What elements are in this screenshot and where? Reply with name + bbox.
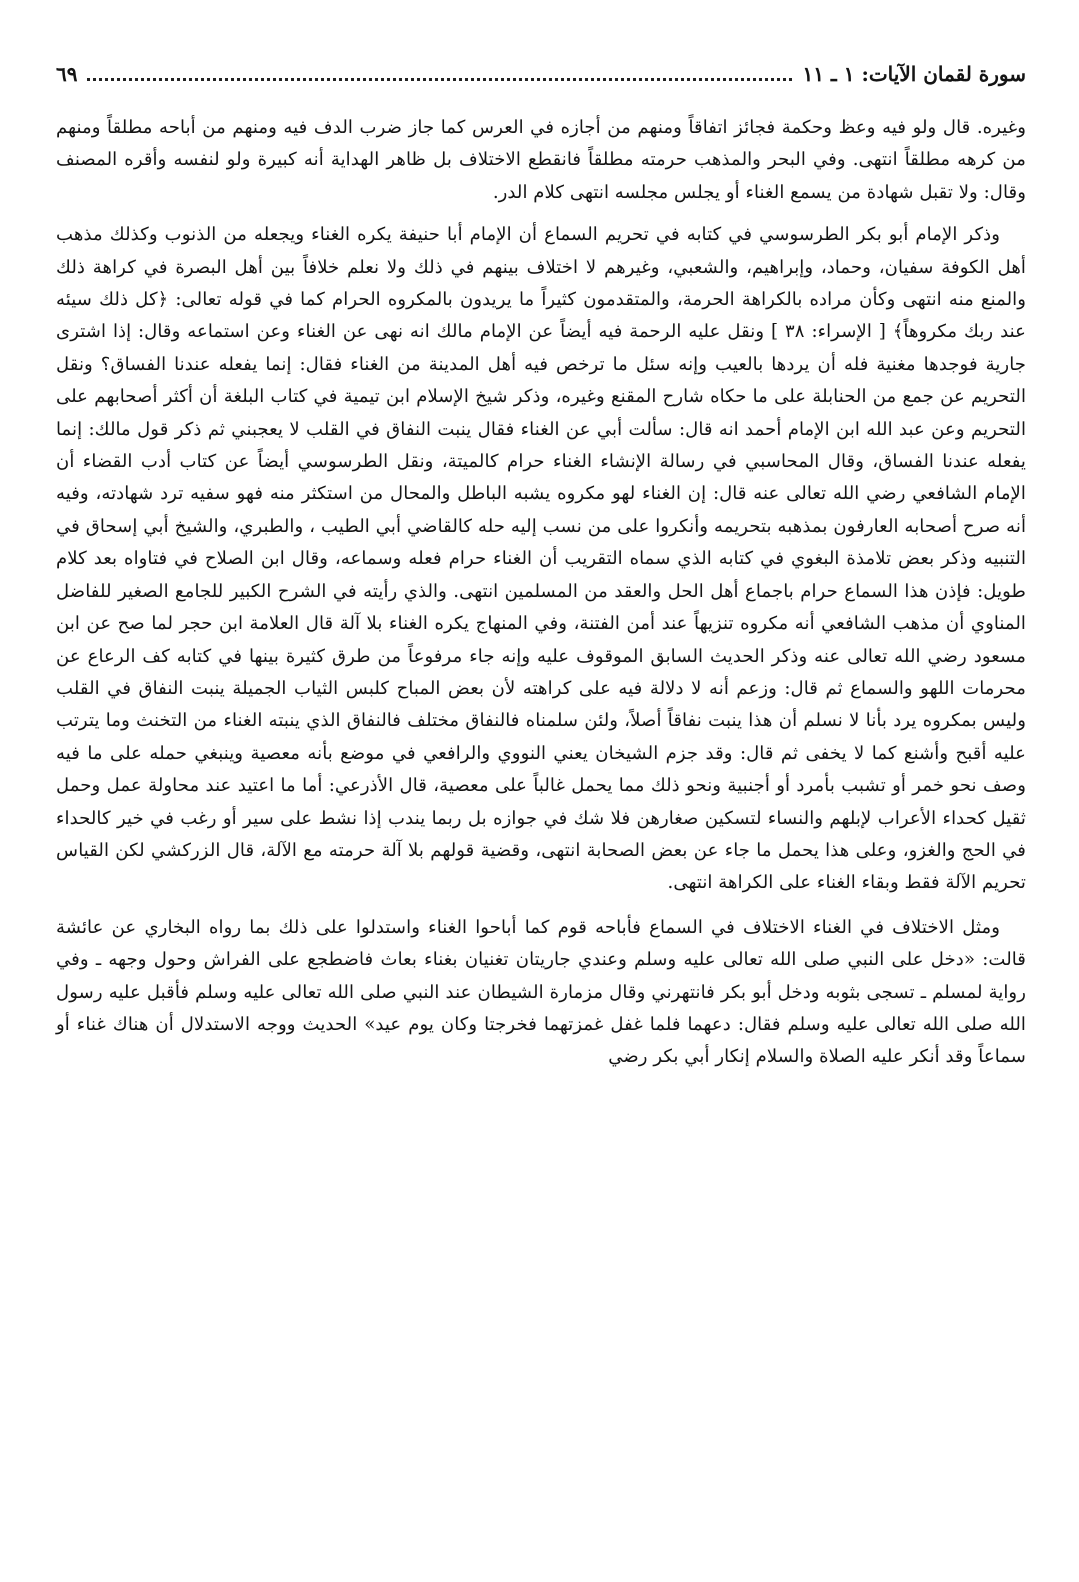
chapter-title: سورة لقمان الآيات: ١ ـ ١١ xyxy=(802,62,1026,86)
paragraph-1: وغيره. قال ولو فيه وعظ وحكمة فجائز اتفاقاً ومنهم من أجازه في العرس كما جاز ضرب الدف فيه ومنهم من أباحه مطلقاً ومنهم من كرهه مطلقاً انتهى. وفي البحر والمذهب حرمته مطلقاً فانقطع الاختلاف بل ظاهر الهداية أنه كبيرة ولو لنفسه وأقره المصنف وقال: ولا تقبل شهادة من يسمع الغناء أو يجلس مجلسه انتهى كلام الدر. xyxy=(56,117,1026,203)
running-header xyxy=(56,60,1026,100)
paragraph-3: ومثل الاختلاف في الغناء الاختلاف في السماع فأباحه قوم كما أباحوا الغناء واستدلوا على ذلك بما رواه البخاري عن عائشة قالت: «دخل على النبي صلى الله تعالى عليه وسلم وعندي جاريتان تغنيان بغناء بعاث فاضطجع على الفراش وحول وجهه ـ وفي رواية لمسلم ـ تسجى بثوبه ودخل أبو بكر فانتهرني وقال مزمارة الشيطان عند النبي صلى الله تعالى عليه وسلم فأقبل عليه رسول الله صلى الله تعالى عليه وسلم فقال: دعهما فلما غفل غمزتهما فخرجتا وكان يوم عيد» الحديث ووجه الاستدلال أن هناك غناء أو سماعاً وقد أنكر عليه الصلاة والسلام إنكار أبي بكر رضي xyxy=(56,916,1026,1068)
paragraph-2: وذكر الإمام أبو بكر الطرسوسي في كتابه في تحريم السماع أن الإمام أبا حنيفة يكره الغناء ويجعله من الذنوب وكذلك مذهب أهل الكوفة سفيان، وحماد، وإبراهيم، والشعبي، وغيرهم لا اختلاف بينهم في ذلك ولا نعلم خلافاً بين أهل البصرة في كراهة ذلك والمنع منه انتهى وكأن مراده بالكراهة الحرمة، والمتقدمون كثيراً ما يريدون بالمكروه الحرام كما في قوله تعالى: ﴿كل ذلك سيئه عند ربك مكروهاً﴾ [ الإسراء: ٣٨ ] ونقل عليه الرحمة فيه أيضاً عن الإمام مالك انه نهى عن الغناء وعن استماعه وقال: إذا اشترى جارية فوجدها مغنية فله أن يردها بالعيب وإنه سئل ما ترخص فيه أهل المدينة من الغناء فقال: إنما يفعله عندنا الفساق؟ ونقل التحريم عن جمع من الحنابلة على ما حكاه شارح المقنع وغيره، وذكر شيخ الإسلام ابن تيمية في كتاب البلغة أن أكثر أصحابهم على التحريم وعن عبد الله ابن الإمام أحمد انه قال: سألت أبي عن الغناء فقال ينبت النفاق في القلب لا يعجبني ثم ذكر قول مالك: إنما يفعله عندنا الفساق، وقال المحاسبي في رسالة الإنشاء الغناء حرام كالميتة، ونقل الطرسوسي أيضاً عن كتاب أدب القضاء أن الإمام الشافعي رضي الله تعالى عنه قال: إن الغناء لهو مكروه يشبه الباطل والمحال من استكثر منه فهو سفيه ترد شهادته، وفيه أنه صرح أصحابه العارفون بمذهبه بتحريمه وأنكروا على من نسب إليه حله كالقاضي أبي الطيب ، والطبري، والشيخ أبي إسحاق في التنبيه وذكر بعض تلامذة البغوي في كتابه الذي سماه التقريب أن الغناء حرام فعله وسماعه، وقال ابن الصلاح في فتاواه بعد كلام طويل: فإذن هذا السماع حرام باجماع أهل الحل والعقد من المسلمين انتهى. والذي رأيته في الشرح الكبير للجامع الصغير للفاضل المناوي أن مذهب الشافعي أنه مكروه تنزيهاً عند أمن الفتنة، وفي المنهاج يكره الغناء بلا آلة قال العلامة ابن حجر لما صح عن ابن مسعود رضي الله تعالى عنه وذكر الحديث السابق الموقوف عليه وإنه جاء مرفوعاً من طرق كثيرة بينها في كتابه كف الرعاع عن محرمات اللهو والسماع ثم قال: وزعم أنه لا دلالة فيه على كراهته لأن بعض المباح كلبس الثياب الجميلة ينبت النفاق في القلب وليس بمكروه يرد بأنا لا نسلم أن هذا ينبت نفاقاً أصلاً، ولئن سلمناه فالنفاق مختلف فالنفاق الذي ينبته الغناء من التخنث وما يترتب عليه أقبح وأشنع كما لا يخفى ثم قال: وقد جزم الشيخان يعني النووي والرافعي في موضع بأنه معصية وينبغي حمله على ما فيه وصف نحو خمر أو تشبب بأمرد أو أجنبية ونحو ذلك مما يحمل غالباً على معصية، قال الأذرعي: أما ما اعتيد عند محاولة عمل وحمل ثقيل كحداء الأعراب لإبلهم والنساء لتسكين صغارهن فلا شك في جوازه بل ربما يندب إذا نشط على سير أو رغب في خير كالحداء في الحج والغزو، وعلى هذا يحمل ما جاء عن بعض الصحابة انتهى، وقضية قولهم بلا آلة حرمته مع الآلة، قال الزركشي لكن القياس تحريم الآلة فقط وبقاء الغناء على الكراهة انتهى. xyxy=(56,224,1026,894)
book-page xyxy=(56,60,1026,1074)
dotted-leader xyxy=(87,60,792,81)
page-number: ٦٩ xyxy=(56,62,78,86)
